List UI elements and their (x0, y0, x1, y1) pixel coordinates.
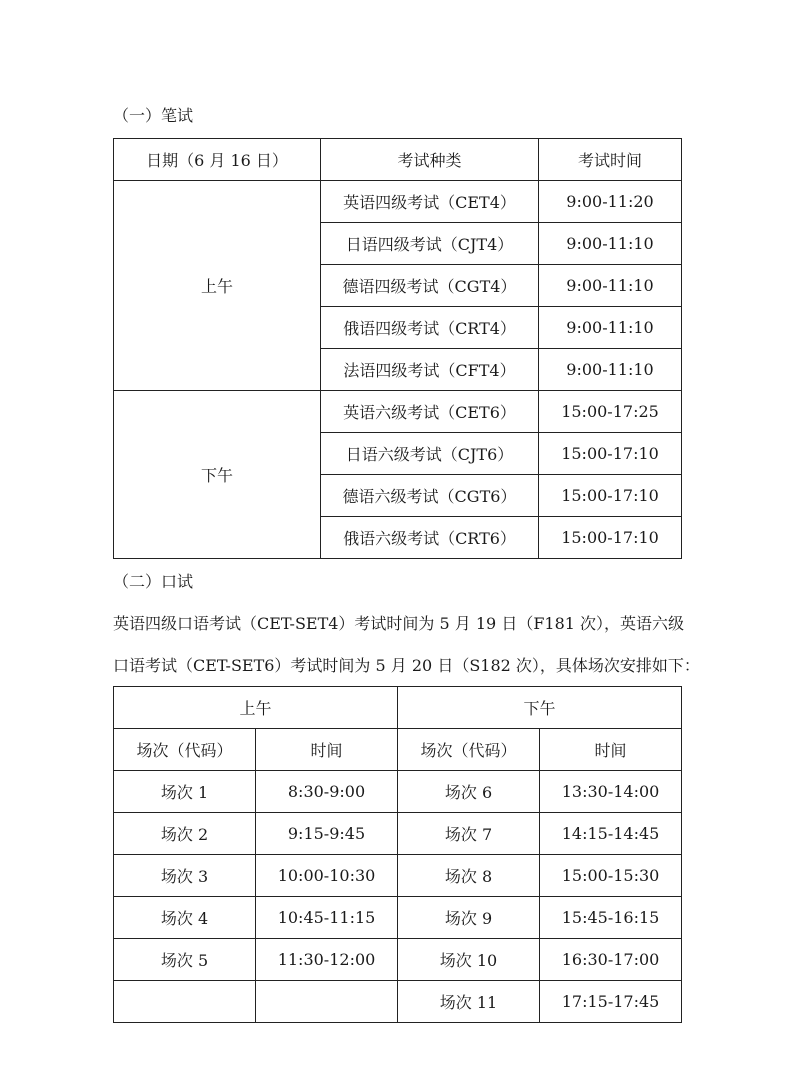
table-row (114, 813, 682, 855)
oral-exam-paragraph-line-2: 口语考试（CET-SET6）考试时间为 5 月 20 日（S182 次），具体场次安排如下： (113, 656, 700, 675)
oral-exam-heading: （二）口试 (113, 572, 194, 591)
header-exam-type: 考试种类 (321, 139, 539, 181)
exam-type: 俄语四级考试（CRT4） (321, 307, 539, 349)
table-header-row (114, 139, 682, 181)
oral-afternoon-header: 下午 (398, 687, 682, 729)
time-cell: 13:30-14:00 (540, 771, 682, 813)
exam-time: 9:00-11:10 (539, 223, 682, 265)
time-cell: 10:45-11:15 (256, 897, 398, 939)
oral-morning-header: 上午 (114, 687, 398, 729)
session-cell: 场次 7 (398, 813, 540, 855)
table-row (114, 391, 682, 433)
exam-time: 15:00-17:10 (539, 433, 682, 475)
exam-time: 15:00-17:25 (539, 391, 682, 433)
exam-time: 15:00-17:10 (539, 475, 682, 517)
session-cell: 场次 2 (114, 813, 256, 855)
exam-type: 英语六级考试（CET6） (321, 391, 539, 433)
exam-type: 法语四级考试（CFT4） (321, 349, 539, 391)
exam-type: 英语四级考试（CET4） (321, 181, 539, 223)
header-session: 场次（代码） (114, 729, 256, 771)
exam-type: 俄语六级考试（CRT6） (321, 517, 539, 559)
time-cell: 17:15-17:45 (540, 981, 682, 1023)
time-cell: 8:30-9:00 (256, 771, 398, 813)
time-cell: 14:15-14:45 (540, 813, 682, 855)
session-cell: 场次 8 (398, 855, 540, 897)
table-row (114, 771, 682, 813)
table-header-row (114, 687, 682, 729)
session-cell: 场次 10 (398, 939, 540, 981)
time-cell: 16:30-17:00 (540, 939, 682, 981)
table-subheader-row (114, 729, 682, 771)
exam-type: 德语四级考试（CGT4） (321, 265, 539, 307)
time-cell: 10:00-10:30 (256, 855, 398, 897)
session-cell: 场次 4 (114, 897, 256, 939)
table-row (114, 939, 682, 981)
time-cell (256, 981, 398, 1023)
session-cell: 场次 11 (398, 981, 540, 1023)
oral-exam-paragraph-line-1: 英语四级口语考试（CET-SET4）考试时间为 5 月 19 日（F181 次），英语六级 (113, 614, 685, 633)
session-cell: 场次 9 (398, 897, 540, 939)
time-cell: 15:45-16:15 (540, 897, 682, 939)
table-row (114, 181, 682, 223)
table-row (114, 897, 682, 939)
session-cell: 场次 6 (398, 771, 540, 813)
written-exam-heading: （一）笔试 (113, 106, 194, 125)
exam-type: 日语四级考试（CJT4） (321, 223, 539, 265)
table-row (114, 855, 682, 897)
table-row (114, 981, 682, 1023)
header-session: 场次（代码） (398, 729, 540, 771)
written-exam-table (113, 138, 682, 559)
exam-time: 9:00-11:10 (539, 265, 682, 307)
exam-time: 9:00-11:10 (539, 349, 682, 391)
morning-label: 上午 (114, 181, 321, 391)
time-cell: 15:00-15:30 (540, 855, 682, 897)
oral-exam-table (113, 686, 682, 1023)
header-date: 日期（6 月 16 日） (114, 139, 321, 181)
header-time: 时间 (540, 729, 682, 771)
exam-time: 9:00-11:20 (539, 181, 682, 223)
afternoon-label: 下午 (114, 391, 321, 559)
exam-time: 15:00-17:10 (539, 517, 682, 559)
exam-type: 德语六级考试（CGT6） (321, 475, 539, 517)
session-cell: 场次 3 (114, 855, 256, 897)
session-cell: 场次 5 (114, 939, 256, 981)
time-cell: 11:30-12:00 (256, 939, 398, 981)
time-cell: 9:15-9:45 (256, 813, 398, 855)
session-cell: 场次 1 (114, 771, 256, 813)
session-cell (114, 981, 256, 1023)
exam-time: 9:00-11:10 (539, 307, 682, 349)
exam-type: 日语六级考试（CJT6） (321, 433, 539, 475)
header-exam-time: 考试时间 (539, 139, 682, 181)
header-time: 时间 (256, 729, 398, 771)
